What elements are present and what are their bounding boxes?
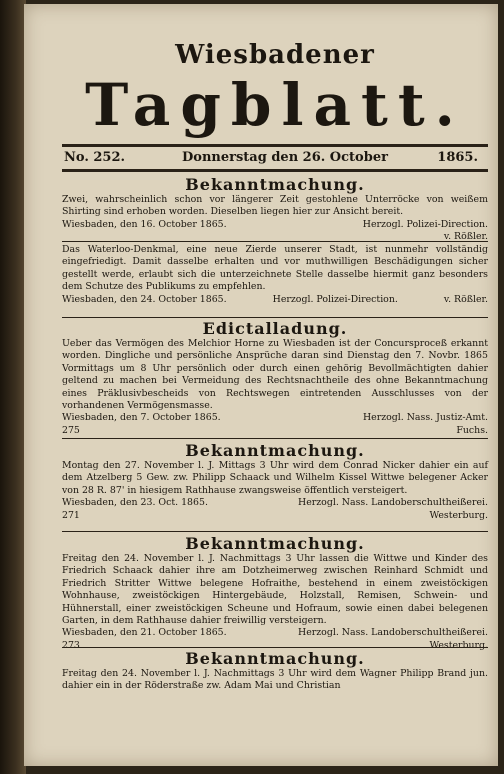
issue-number: No. 252. <box>64 150 126 165</box>
notice-heading: Bekanntmachung. <box>185 441 365 460</box>
notice-place-date: Wiesbaden, den 24. October 1865. <box>62 293 227 305</box>
notice-signer: v. Rößler. <box>443 231 488 243</box>
notice-signer: Westerburg. <box>429 509 488 521</box>
notice-number: 275 <box>62 424 80 436</box>
notice-signature-line-2 <box>62 425 488 437</box>
notice-lost-property <box>62 176 488 244</box>
notice-signature-line <box>62 219 488 231</box>
notice-signature-line <box>62 627 488 639</box>
notice-heading: Bekanntmachung. <box>185 534 365 553</box>
issue-date: Donnerstag den 26. October <box>182 150 388 165</box>
book-gutter <box>0 0 26 774</box>
notice-signer: Westerburg. <box>429 639 488 651</box>
notice-place-date: Wiesbaden, den 16. October 1865. <box>62 218 227 230</box>
notice-authority: Herzogl. Nass. Landoberschultheißerei. <box>298 627 488 639</box>
masthead-rule-bottom <box>62 169 488 172</box>
notice-signer: v. Rößler. <box>443 293 488 305</box>
masthead-title: Tagblatt. <box>85 71 465 139</box>
notice-forced-auction <box>62 442 488 522</box>
notice-body: Freitag den 24. November l. J. Nachmittags 3 Uhr lassen die Wittwe und Kinder des Friedrich Schaack dahier ihre am Dotzheimerweg zwischen Reinhard Schmidt und Friedrich Stritter Wittwe belegene Hofraithe, bestehend in einem zweistöckigen Wohnhause, zweistöckigen Hintergebäude, Holzstall, Remisen, Schwein- und Hühnerstall, einer zweistöckigen Scheune und Hofraum, sowie einen dabei belegenen Garten, in dem Rathhause dahier freiwillig versteigern. <box>62 553 488 627</box>
issue-year: 1865. <box>437 150 478 165</box>
notice-body: Ueber das Vermögen des Melchior Horne zu Wiesbaden ist der Concursproceß erkannt worden. Dingliche und persönliche Ansprüche daran sind Dienstag den 7. Novbr. 1865 Vormittags um 8 Uhr persönlich oder durch einen gehörig Bevollmächtigten dahier geltend zu machen bei Vermeidung des Rechtsnachtheile des ohne Bekanntmachung eines Präklusivbescheids von Rechtswegen eintretenden Ausschlusses von der vorhandenen Vermögensmasse. <box>62 338 488 412</box>
notice-body: Montag den 27. November l. J. Mittags 3 Uhr wird dem Conrad Nicker dahier ein auf dem Atzelberg 5 Gew. zw. Philipp Schaack und Wilhelm Kissel Wittwe belegener Acker von 28 R. 87' in hiesigem Rathhause zwangsweise öffentlich versteigert. <box>62 460 488 496</box>
notice-authority: Herzogl. Nass. Landoberschultheißerei. <box>298 497 488 509</box>
notice-voluntary-auction <box>62 535 488 652</box>
notice-place-date: Wiesbaden, den 7. October 1865. <box>62 412 221 424</box>
masthead-rule-top <box>62 144 488 147</box>
notice-signature-line <box>62 412 488 424</box>
notice-signature-line <box>62 294 488 306</box>
notice-body: Das Waterloo-Denkmal, eine neue Zierde unserer Stadt, ist nunmehr vollständig eingefriedigt. Damit dasselbe erhalten und vor muthwilligen Beschädigungen sicher gestellt werde, erlaubt sich die unterzeichnete Stelle dasselbe hiermit ganz besonders dem Schutze des Publikums zu empfehlen. <box>62 244 488 293</box>
notice-place-date: Wiesbaden, den 21. October 1865. <box>62 627 227 639</box>
notice-edictal-summons <box>62 320 488 437</box>
notice-signature-line <box>62 497 488 509</box>
masthead-subtitle: Wiesbadener <box>175 40 375 70</box>
notice-divider <box>62 317 488 318</box>
notice-number: 271 <box>62 509 80 521</box>
newspaper-page <box>24 4 498 766</box>
notice-divider <box>62 531 488 532</box>
notice-heading: Bekanntmachung. <box>185 175 365 194</box>
notice-authority: Herzogl. Polizei-Direction. <box>272 293 398 305</box>
notice-partial <box>62 650 488 693</box>
notice-signer: Fuchs. <box>456 424 488 436</box>
notice-divider <box>62 241 488 242</box>
dateline <box>62 148 488 168</box>
notice-waterloo-monument <box>62 244 488 306</box>
notice-heading: Edictalladung. <box>202 319 348 338</box>
notice-signature-line-2 <box>62 510 488 522</box>
notice-divider <box>62 647 488 648</box>
notice-number: 273 <box>62 639 80 651</box>
notice-body: Zwei, wahrscheinlich schon vor längerer Zeit gestohlene Unterröcke von weißem Shirting sind erhoben worden. Dieselben liegen hier zur Ansicht bereit. <box>62 194 488 218</box>
notice-authority: Herzogl. Polizei-Direction. <box>362 218 488 230</box>
notice-place-date: Wiesbaden, den 23. Oct. 1865. <box>62 497 208 509</box>
notice-divider <box>62 438 488 439</box>
notice-body: Freitag den 24. November l. J. Nachmittags 3 Uhr wird dem Wagner Philipp Brand jun. dahier ein in der Röderstraße zw. Adam Mai und Christian <box>62 668 488 692</box>
notice-authority: Herzogl. Nass. Justiz-Amt. <box>362 412 488 424</box>
notice-heading: Bekanntmachung. <box>185 649 365 668</box>
